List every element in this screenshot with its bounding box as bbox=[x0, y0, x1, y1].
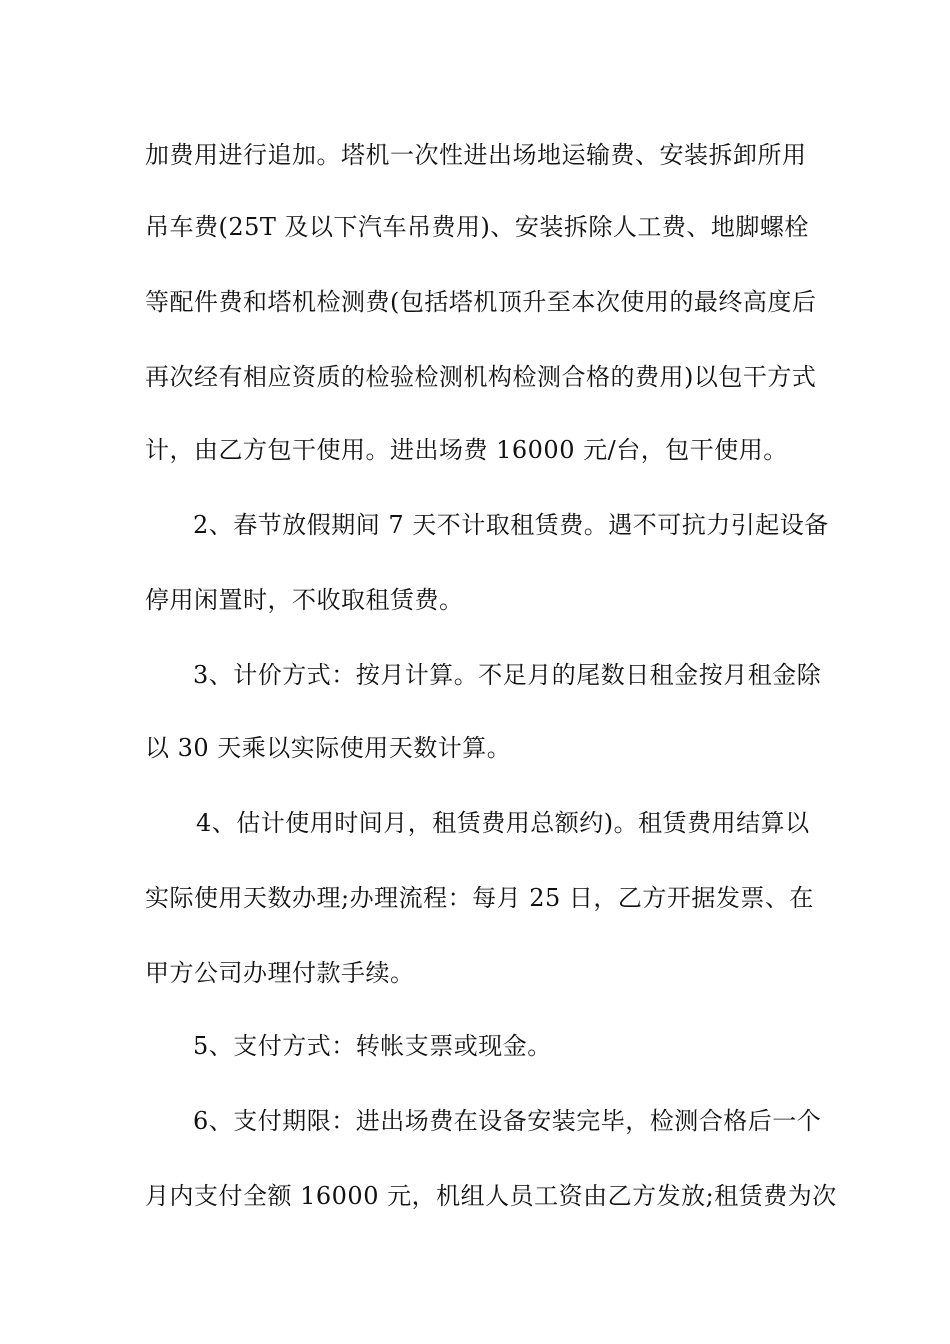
paragraph-line: 实际使用天数办理;办理流程：每月 25 日，乙方开据发票、在 bbox=[145, 884, 814, 912]
paragraph-line: 2、春节放假期间 7 天不计取租赁费。遇不可抗力引起设备 bbox=[193, 511, 829, 539]
paragraph-line: 3、计价方式：按月计算。不足月的尾数日租金按月租金除 bbox=[193, 661, 822, 689]
paragraph-line: 吊车费(25T 及以下汽车吊费用)、安装拆除人工费、地脚螺栓 bbox=[145, 213, 809, 241]
paragraph-line: 停用闲置时，不收取租赁费。 bbox=[145, 586, 464, 614]
paragraph-line: 再次经有相应资质的检验检测机构检测合格的费用)以包干方式 bbox=[145, 363, 817, 391]
paragraph-line: 以 30 天乘以实际使用天数计算。 bbox=[145, 734, 512, 762]
paragraph-line: 加费用进行追加。塔机一次性进出场地运输费、安装拆卸所用 bbox=[145, 141, 807, 169]
paragraph-line: 甲方公司办理付款手续。 bbox=[145, 959, 415, 987]
paragraph-line: 月内支付全额 16000 元，机组人员工资由乙方发放;租赁费为次 bbox=[145, 1182, 837, 1210]
paragraph-line: 计，由乙方包干使用。进出场费 16000 元/台，包干使用。 bbox=[145, 436, 788, 464]
paragraph-line: 4、估计使用时间月，租赁费用总额约)。租赁费用结算以 bbox=[196, 809, 810, 837]
paragraph-line: 6、支付期限：进出场费在设备安装完毕，检测合格后一个 bbox=[193, 1107, 822, 1135]
paragraph-line: 5、支付方式：转帐支票或现金。 bbox=[193, 1032, 552, 1060]
paragraph-line: 等配件费和塔机检测费(包括塔机顶升至本次使用的最终高度后 bbox=[145, 288, 817, 316]
